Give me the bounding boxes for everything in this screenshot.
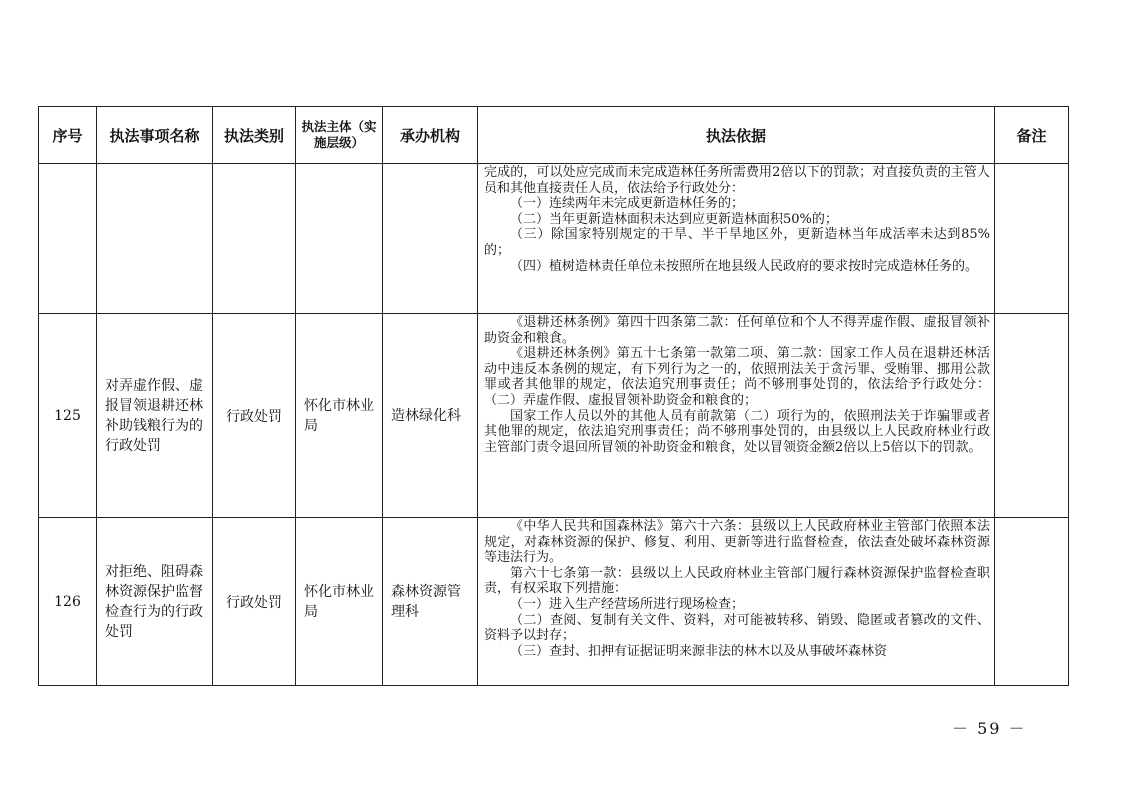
basis-paragraph: 第六十七条第一款：县级以上人民政府林业主管部门履行森林资源保护监督检查职责，有权采取下列措施： xyxy=(484,565,990,597)
basis-paragraph: 《中华人民共和国森林法》第六十六条：县级以上人民政府林业主管部门依照本法规定，对森林资源的保护、修复、利用、更新等进行监督检查，依法查处破坏森林资源等违法行为。 xyxy=(484,519,990,566)
basis-paragraph: （二）查阅、复制有关文件、资料，对可能被转移、销毁、隐匿或者篡改的文件、资料予以封存； xyxy=(484,612,990,644)
header-remark: 备注 xyxy=(995,107,1069,164)
row-subject: 怀化市林业局 xyxy=(296,518,383,686)
header-category: 执法类别 xyxy=(213,107,296,164)
table-row xyxy=(39,518,1069,686)
page-number: － 59 － xyxy=(952,719,1027,738)
table-header-row xyxy=(39,107,1069,164)
basis-paragraph: （一）进入生产经营场所进行现场检查； xyxy=(510,596,745,612)
row-dept: 森林资源管理科 xyxy=(383,518,478,686)
header-seq: 序号 xyxy=(39,107,97,164)
row-basis xyxy=(478,164,995,314)
table-row xyxy=(39,314,1069,518)
enforcement-table xyxy=(38,106,1069,686)
row-remark xyxy=(995,164,1069,314)
header-subject: 执法主体（实施层级） xyxy=(296,107,383,164)
row-item-name: 对拒绝、阻碍森林资源保护监督检查行为的行政处罚 xyxy=(97,518,213,686)
basis-paragraph: 完成的，可以处应完成而未完成造林任务所需费用2倍以下的罚款；对直接负责的主管人员和其他直接责任人员，依法给予行政处分： xyxy=(484,165,990,196)
row-seq: 125 xyxy=(39,314,97,518)
basis-paragraph: （三）查封、扣押有证据证明来源非法的林木以及从事破坏森林资 xyxy=(510,643,888,659)
basis-paragraph: 《退耕还林条例》第四十四条第二款：任何单位和个人不得弄虚作假、虚报冒领补助资金和粮食。 xyxy=(484,315,990,346)
row-basis xyxy=(478,518,995,686)
row-remark xyxy=(995,518,1069,686)
row-category: 行政处罚 xyxy=(213,518,296,686)
row-item-name: 对弄虚作假、虚报冒领退耕还林补助钱粮行为的行政处罚 xyxy=(97,314,213,518)
row-remark xyxy=(995,314,1069,518)
row-seq: 126 xyxy=(39,518,97,686)
table-row xyxy=(39,164,1069,314)
header-item-name: 执法事项名称 xyxy=(97,107,213,164)
row-category: 行政处罚 xyxy=(213,314,296,518)
basis-paragraph: （二）当年更新造林面积未达到应更新造林面积50%的； xyxy=(510,211,838,227)
row-item-name xyxy=(97,164,213,314)
row-basis xyxy=(478,314,995,518)
header-basis: 执法依据 xyxy=(478,107,995,164)
row-dept xyxy=(383,164,478,314)
basis-paragraph: （四）植树造林责任单位未按照所在地县级人民政府的要求按时完成造林任务的。 xyxy=(510,258,979,274)
basis-paragraph: （三）除国家特别规定的干旱、半干旱地区外，更新造林当年成活率未达到85%的； xyxy=(484,227,990,258)
header-dept: 承办机构 xyxy=(383,107,478,164)
row-seq xyxy=(39,164,97,314)
row-category xyxy=(213,164,296,314)
basis-paragraph: （一）连续两年未完成更新造林任务的； xyxy=(510,196,745,212)
basis-paragraph: 国家工作人员以外的其他人员有前款第（二）项行为的，依照刑法关于诈骗罪或者其他罪的规定，依法追究刑事责任；尚不够刑事处罚的，由县级以上人民政府林业行政主管部门责令退回所冒领的补助资金和粮食，处以冒领资金额2倍以上5倍以下的罚款。 xyxy=(484,408,990,455)
basis-paragraph: 《退耕还林条例》第五十七条第一款第二项、第二款：国家工作人员在退耕还林活动中违反本条例的规定，有下列行为之一的，依照刑法关于贪污罪、受贿罪、挪用公款罪或者其他罪的规定，依法追究刑事责任；尚不够刑事处罚的，依法给予行政处分：（二）弄虚作假、虚报冒领补助资金和粮食的； xyxy=(484,346,990,408)
row-subject: 怀化市林业局 xyxy=(296,314,383,518)
row-subject xyxy=(296,164,383,314)
row-dept: 造林绿化科 xyxy=(383,314,478,518)
